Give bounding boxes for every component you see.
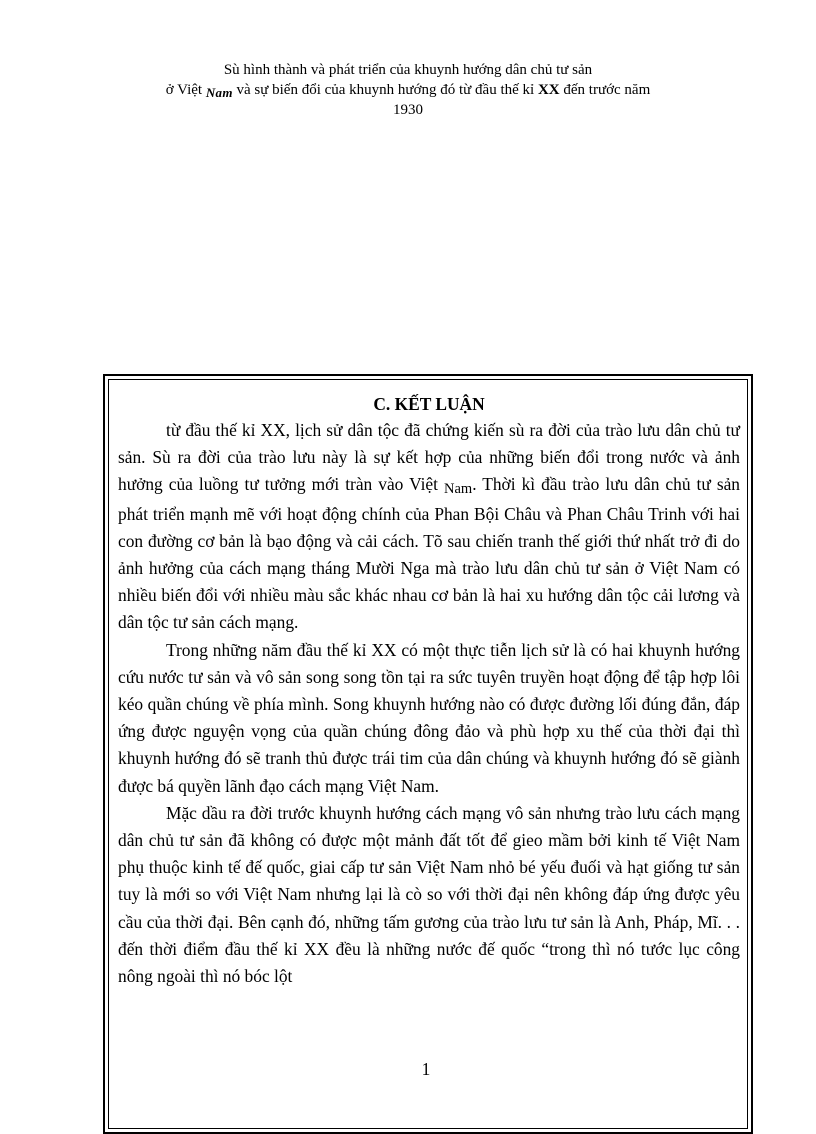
paragraph-1-part-a: từ đầu thế kỉ XX, lịch sử dân tộc đã chứng kiến sù ra đời của trào lưu dân chủ tư sản. Sù ra đời của trào lưu này là sự kết hợp của những biến đổi trong nước và ảnh hưởng của luồng tư tưởng mới tràn vào Việt [118, 420, 740, 495]
header-line-2 [110, 80, 706, 100]
paragraph-1-part-b: . Thời kì đầu trào lưu dân chủ tư sản phát triển mạnh mẽ với hoạt động chính của Phan Bội Châu và Phan Châu Trinh với hai con đường cơ bản là bạo động và cải cách. Tõ sau chiến tranh thế giới thứ nhất trở đi do ảnh hưởng của cách mạng tháng Mười Nga mà trào lưu dân chủ tư sản ở Việt Nam có nhiều biến đổi với nhiều màu sắc khác nhau cơ bản là hai xu hướng dân tộc cải lương và dân tộc tư sản cách mạng. [118, 474, 741, 633]
page-number: 1 [421, 1059, 431, 1079]
header-line-1: Sù hình thành và phát triển của khuynh hướng dân chủ tư sản [223, 62, 593, 78]
conclusion-section [118, 391, 740, 990]
paragraph-3: Mặc dầu ra đời trước khuynh hướng cách mạng vô sản nhưng trào lưu cách mạng dân chủ tư sản đã không có được một mảnh đất tốt để gieo mầm bởi kinh tế Việt Nam phụ thuộc kinh tế đế quốc, giai cấp tư sản Việt Nam nhỏ bé yếu đuối và hạt giống tư sản tuy là mới so với Việt Nam nhưng lại là cò so với thời đại nên không đáp ứng được yêu cầu của thời đại. Bên cạnh đó, những tấm gương của trào lưu tư sản là Anh, Pháp, Mĩ. . . đến thời điểm đầu thế kỉ XX đều là những nước đế quốc “trong thì nó tước lục công nông ngoài thì nó bóc lột [118, 802, 740, 987]
header-line-2-suffix: đến trước năm [559, 82, 651, 98]
section-heading: C. KẾT LUẬN [373, 394, 485, 414]
header-line-2-prefix: ở Việt [165, 82, 206, 98]
paragraph-2: Trong những năm đầu thế kỉ XX có một thực tiễn lịch sử là có hai khuynh hướng cứu nước tư sản và vô sản song song tồn tại ra sức tuyên truyền hoạt động để tập hợp lôi kéo quần chúng về phía mình. Song khuynh hướng nào có được đường lối đúng đắn, đáp ứng được nguyện vọng của quần chúng đông đảo và phù hợp xu thế của thời đại thì khuynh hướng đó sẽ tranh thủ được trái tim của dân chúng và khuynh hướng đó sẽ giành được bá quyền lãnh đạo cách mạng Việt Nam. [118, 639, 740, 796]
paragraph-1 [118, 417, 740, 637]
header-stylized-word: Nam [205, 85, 233, 100]
header-century: XX [537, 82, 560, 98]
document-header [110, 60, 706, 120]
header-line-2-middle: và sự biến đổi của khuynh hướng đó từ đầu thế kỉ [232, 82, 538, 98]
header-line-3: 1930 [393, 102, 423, 118]
paragraph-1-nam: Nam [444, 481, 473, 498]
